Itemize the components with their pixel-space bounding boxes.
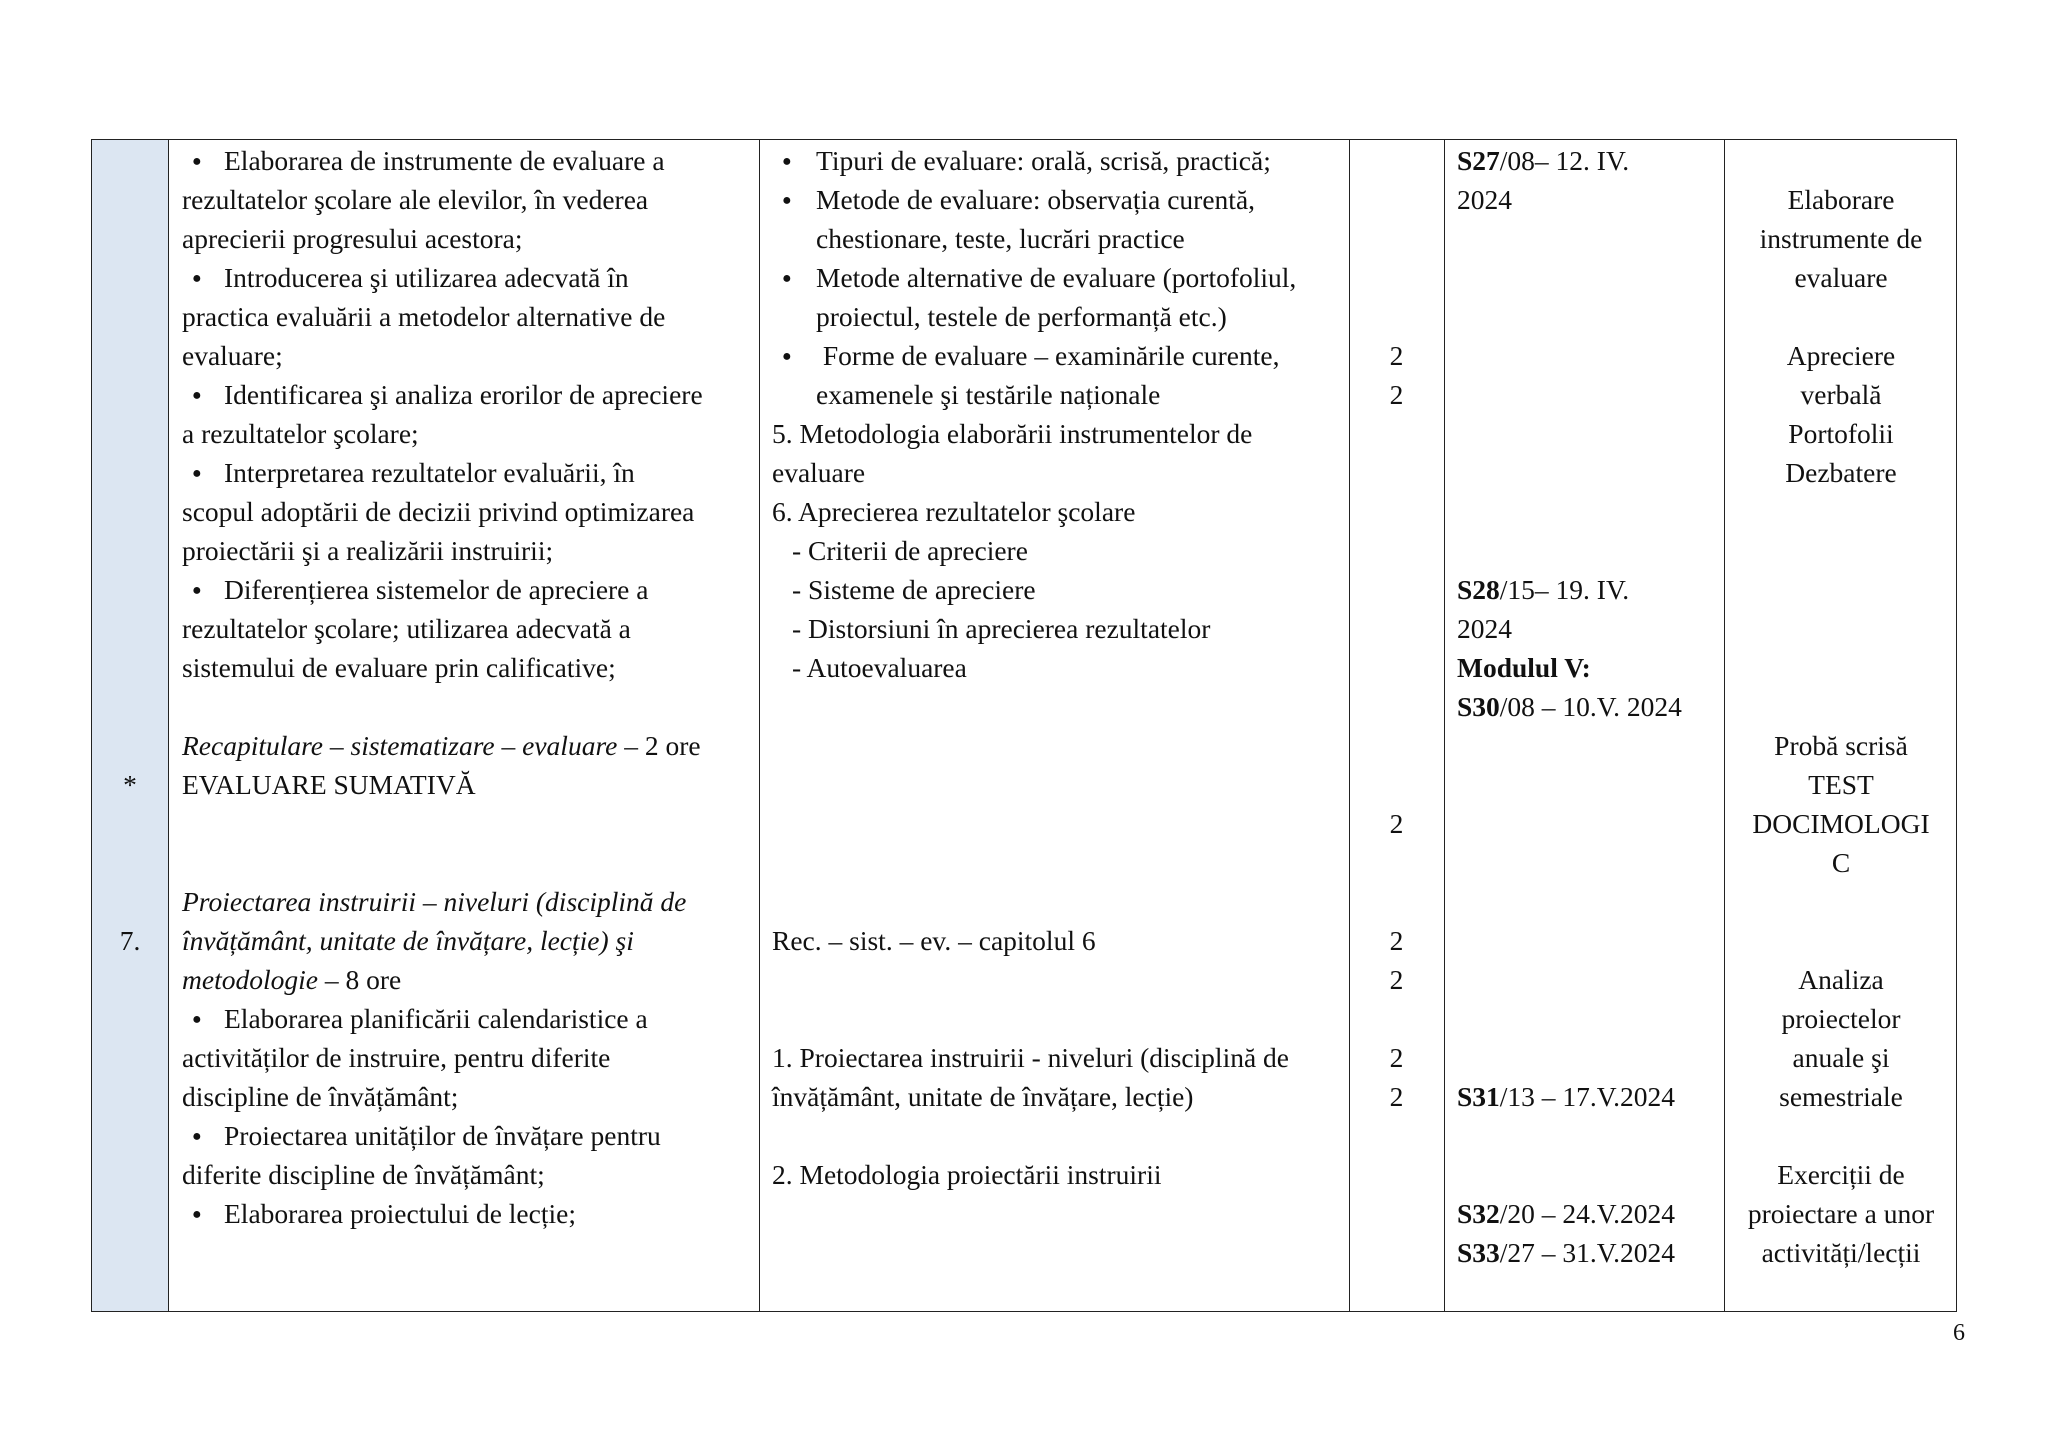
bullet-icon bbox=[772, 336, 816, 380]
week-entry: S33/27 – 31.V.2024 bbox=[1457, 1237, 1676, 1268]
bullet-icon bbox=[182, 1194, 224, 1238]
list-item: ●Elaborarea planificării calendaristice a bbox=[182, 999, 752, 1038]
bullet-icon bbox=[182, 1116, 224, 1160]
list-item: ●Introducerea şi utilizarea adecvată în bbox=[182, 258, 752, 297]
evaluation-text: anuale şi bbox=[1792, 1042, 1890, 1073]
list-item-text: evaluare; bbox=[182, 340, 283, 371]
evaluation-text: Dezbatere bbox=[1785, 457, 1897, 488]
list-item-text: aprecierii progresului acestora; bbox=[182, 223, 523, 254]
spacer bbox=[772, 1116, 1342, 1155]
spacer bbox=[772, 999, 1342, 1038]
bullet-icon bbox=[182, 999, 224, 1043]
column-divider bbox=[1349, 140, 1350, 1311]
module-title: învățământ, unitate de învățare, lecție) şi bbox=[182, 925, 634, 956]
list-item-text: diferite discipline de învățământ; bbox=[182, 1159, 545, 1190]
curriculum-table bbox=[91, 139, 1957, 1312]
topic-item: învățământ, unitate de învățare, lecție) bbox=[772, 1081, 1194, 1112]
list-item-text: practica evaluării a metodelor alternative de bbox=[182, 301, 666, 332]
hours-value: 2 bbox=[1389, 1042, 1404, 1073]
bullet-icon bbox=[182, 375, 224, 419]
bullet-icon bbox=[182, 141, 224, 185]
spacer bbox=[772, 687, 1342, 726]
list-item: ●Elaborarea de instrumente de evaluare a bbox=[182, 141, 752, 180]
subtopic-item: - Sisteme de apreciere bbox=[792, 574, 1036, 605]
list-item: ●Elaborarea proiectului de lecție; bbox=[182, 1194, 752, 1233]
evaluation-text: Portofolii bbox=[1788, 418, 1894, 449]
week-entry: S30/08 – 10.V. 2024 bbox=[1457, 691, 1682, 722]
topic-item: evaluare bbox=[772, 457, 866, 488]
hours-value: 2 bbox=[1389, 340, 1404, 371]
row-marker-star: * bbox=[123, 769, 137, 800]
week-entry: S31/13 – 17.V.2024 bbox=[1457, 1081, 1676, 1112]
week-entry: S27/08– 12. IV. bbox=[1457, 145, 1630, 176]
evaluation-text: DOCIMOLOGI bbox=[1752, 808, 1930, 839]
column-divider bbox=[759, 140, 760, 1311]
spacer bbox=[182, 687, 752, 726]
page-number: 6 bbox=[1953, 1320, 1965, 1346]
evaluation-text: activități/lecții bbox=[1761, 1237, 1921, 1268]
spacer bbox=[772, 765, 1342, 804]
hours-value: 2 bbox=[1389, 925, 1404, 956]
list-item-text: proiectul, testele de performanță etc.) bbox=[816, 301, 1227, 332]
subtopic-item: - Autoevaluarea bbox=[792, 652, 967, 683]
list-item-text: a rezultatelor şcolare; bbox=[182, 418, 419, 449]
topic-item: Rec. – sist. – ev. – capitolul 6 bbox=[772, 925, 1096, 956]
dates-cell bbox=[1457, 1194, 1722, 1272]
topic-item: 6. Aprecierea rezultatelor şcolare bbox=[772, 496, 1136, 527]
week-year: 2024 bbox=[1457, 184, 1512, 215]
evaluation-text: evaluare bbox=[1794, 262, 1888, 293]
list-item-text: scopul adoptării de decizii privind optimizarea bbox=[182, 496, 695, 527]
spacer bbox=[182, 843, 752, 882]
list-item-text: activităților de instruire, pentru diferite bbox=[182, 1042, 611, 1073]
evaluation-text: proiectare a unor bbox=[1747, 1198, 1935, 1229]
column-divider bbox=[1444, 140, 1445, 1311]
week-year: 2024 bbox=[1457, 613, 1512, 644]
spacer bbox=[772, 843, 1342, 882]
list-item: ● Forme de evaluare – examinările curente, bbox=[772, 336, 1342, 375]
list-item: ●Identificarea şi analiza erorilor de apreciere bbox=[182, 375, 752, 414]
evaluation-text: TEST bbox=[1808, 769, 1874, 800]
bullet-icon bbox=[772, 258, 816, 302]
hours-value: 2 bbox=[1389, 808, 1404, 839]
list-item-text: rezultatelor şcolare ale elevilor, în vederea bbox=[182, 184, 649, 215]
evaluation-text: Apreciere bbox=[1786, 340, 1896, 371]
spacer bbox=[772, 726, 1342, 765]
evaluation-text: Probă scrisă bbox=[1774, 730, 1908, 761]
subtopic-item: - Distorsiuni în aprecierea rezultatelor bbox=[792, 613, 1211, 644]
dates-cell bbox=[1457, 570, 1722, 726]
module-label: Modulul V: bbox=[1457, 652, 1591, 683]
row-number: 7. bbox=[119, 925, 141, 956]
list-item-text: chestionare, teste, lucrări practice bbox=[816, 223, 1185, 254]
evaluation-cell bbox=[1724, 960, 1958, 1272]
dates-cell bbox=[1457, 141, 1722, 219]
evaluation-cell bbox=[1724, 180, 1958, 492]
topic-item: 1. Proiectarea instruirii - niveluri (disciplină de bbox=[772, 1042, 1289, 1073]
list-item: ●Proiectarea unităților de învățare pentru bbox=[182, 1116, 752, 1155]
list-item-text: rezultatelor şcolare; utilizarea adecvată a bbox=[182, 613, 631, 644]
evaluation-text: Elaborare bbox=[1787, 184, 1895, 215]
competences-cell bbox=[182, 141, 752, 1233]
list-item: ●Tipuri de evaluare: orală, scrisă, practică; bbox=[772, 141, 1342, 180]
list-item: ●Diferențierea sistemelor de apreciere a bbox=[182, 570, 752, 609]
hours-value: 2 bbox=[1389, 379, 1404, 410]
evaluation-cell bbox=[1724, 726, 1958, 882]
spacer bbox=[1724, 1116, 1958, 1155]
evaluation-text: semestriale bbox=[1779, 1081, 1903, 1112]
spacer bbox=[772, 882, 1342, 921]
number-column-shading bbox=[92, 140, 168, 1311]
evaluation-text: C bbox=[1831, 847, 1851, 878]
module-title: Proiectarea instruirii – niveluri (disciplină de bbox=[182, 886, 687, 917]
bullet-icon bbox=[772, 180, 816, 224]
bullet-icon bbox=[182, 258, 224, 302]
spacer bbox=[772, 960, 1342, 999]
hours-value: 2 bbox=[1389, 964, 1404, 995]
subtopic-item: - Criterii de apreciere bbox=[792, 535, 1028, 566]
list-item-text: proiectării şi a realizării instruirii; bbox=[182, 535, 554, 566]
list-item-text: sistemului de evaluare prin calificative; bbox=[182, 652, 616, 683]
evaluation-text: Exerciții de bbox=[1777, 1159, 1905, 1190]
evaluation-text: instrumente de bbox=[1759, 223, 1923, 254]
bullet-icon bbox=[772, 141, 816, 185]
list-item: ●Metode de evaluare: observația curentă, bbox=[772, 180, 1342, 219]
recap-line: Recapitulare – sistematizare – evaluare – 2 ore bbox=[182, 730, 701, 761]
spacer bbox=[1724, 297, 1958, 336]
bullet-icon bbox=[182, 453, 224, 497]
evaluation-text: proiectelor bbox=[1781, 1003, 1901, 1034]
spacer bbox=[772, 804, 1342, 843]
week-entry: S32/20 – 24.V.2024 bbox=[1457, 1198, 1676, 1229]
week-entry: S28/15– 19. IV. bbox=[1457, 574, 1630, 605]
bullet-icon bbox=[182, 570, 224, 614]
topic-item: 2. Metodologia proiectării instruirii bbox=[772, 1159, 1162, 1190]
list-item: ●Interpretarea rezultatelor evaluării, în bbox=[182, 453, 752, 492]
evaluation-text: verbală bbox=[1800, 379, 1882, 410]
column-divider bbox=[168, 140, 169, 1311]
list-item: ●Metode alternative de evaluare (portofoliul, bbox=[772, 258, 1342, 297]
content-cell bbox=[772, 141, 1342, 1194]
topic-item: 5. Metodologia elaborării instrumentelor de bbox=[772, 418, 1253, 449]
evaluation-text: Analiza bbox=[1798, 964, 1884, 995]
hours-value: 2 bbox=[1389, 1081, 1404, 1112]
list-item-text: discipline de învățământ; bbox=[182, 1081, 459, 1112]
summative-eval-label: EVALUARE SUMATIVĂ bbox=[182, 769, 476, 800]
list-item-text: examenele şi testările naționale bbox=[816, 379, 1161, 410]
spacer bbox=[182, 804, 752, 843]
module-title: metodologie – 8 ore bbox=[182, 964, 402, 995]
